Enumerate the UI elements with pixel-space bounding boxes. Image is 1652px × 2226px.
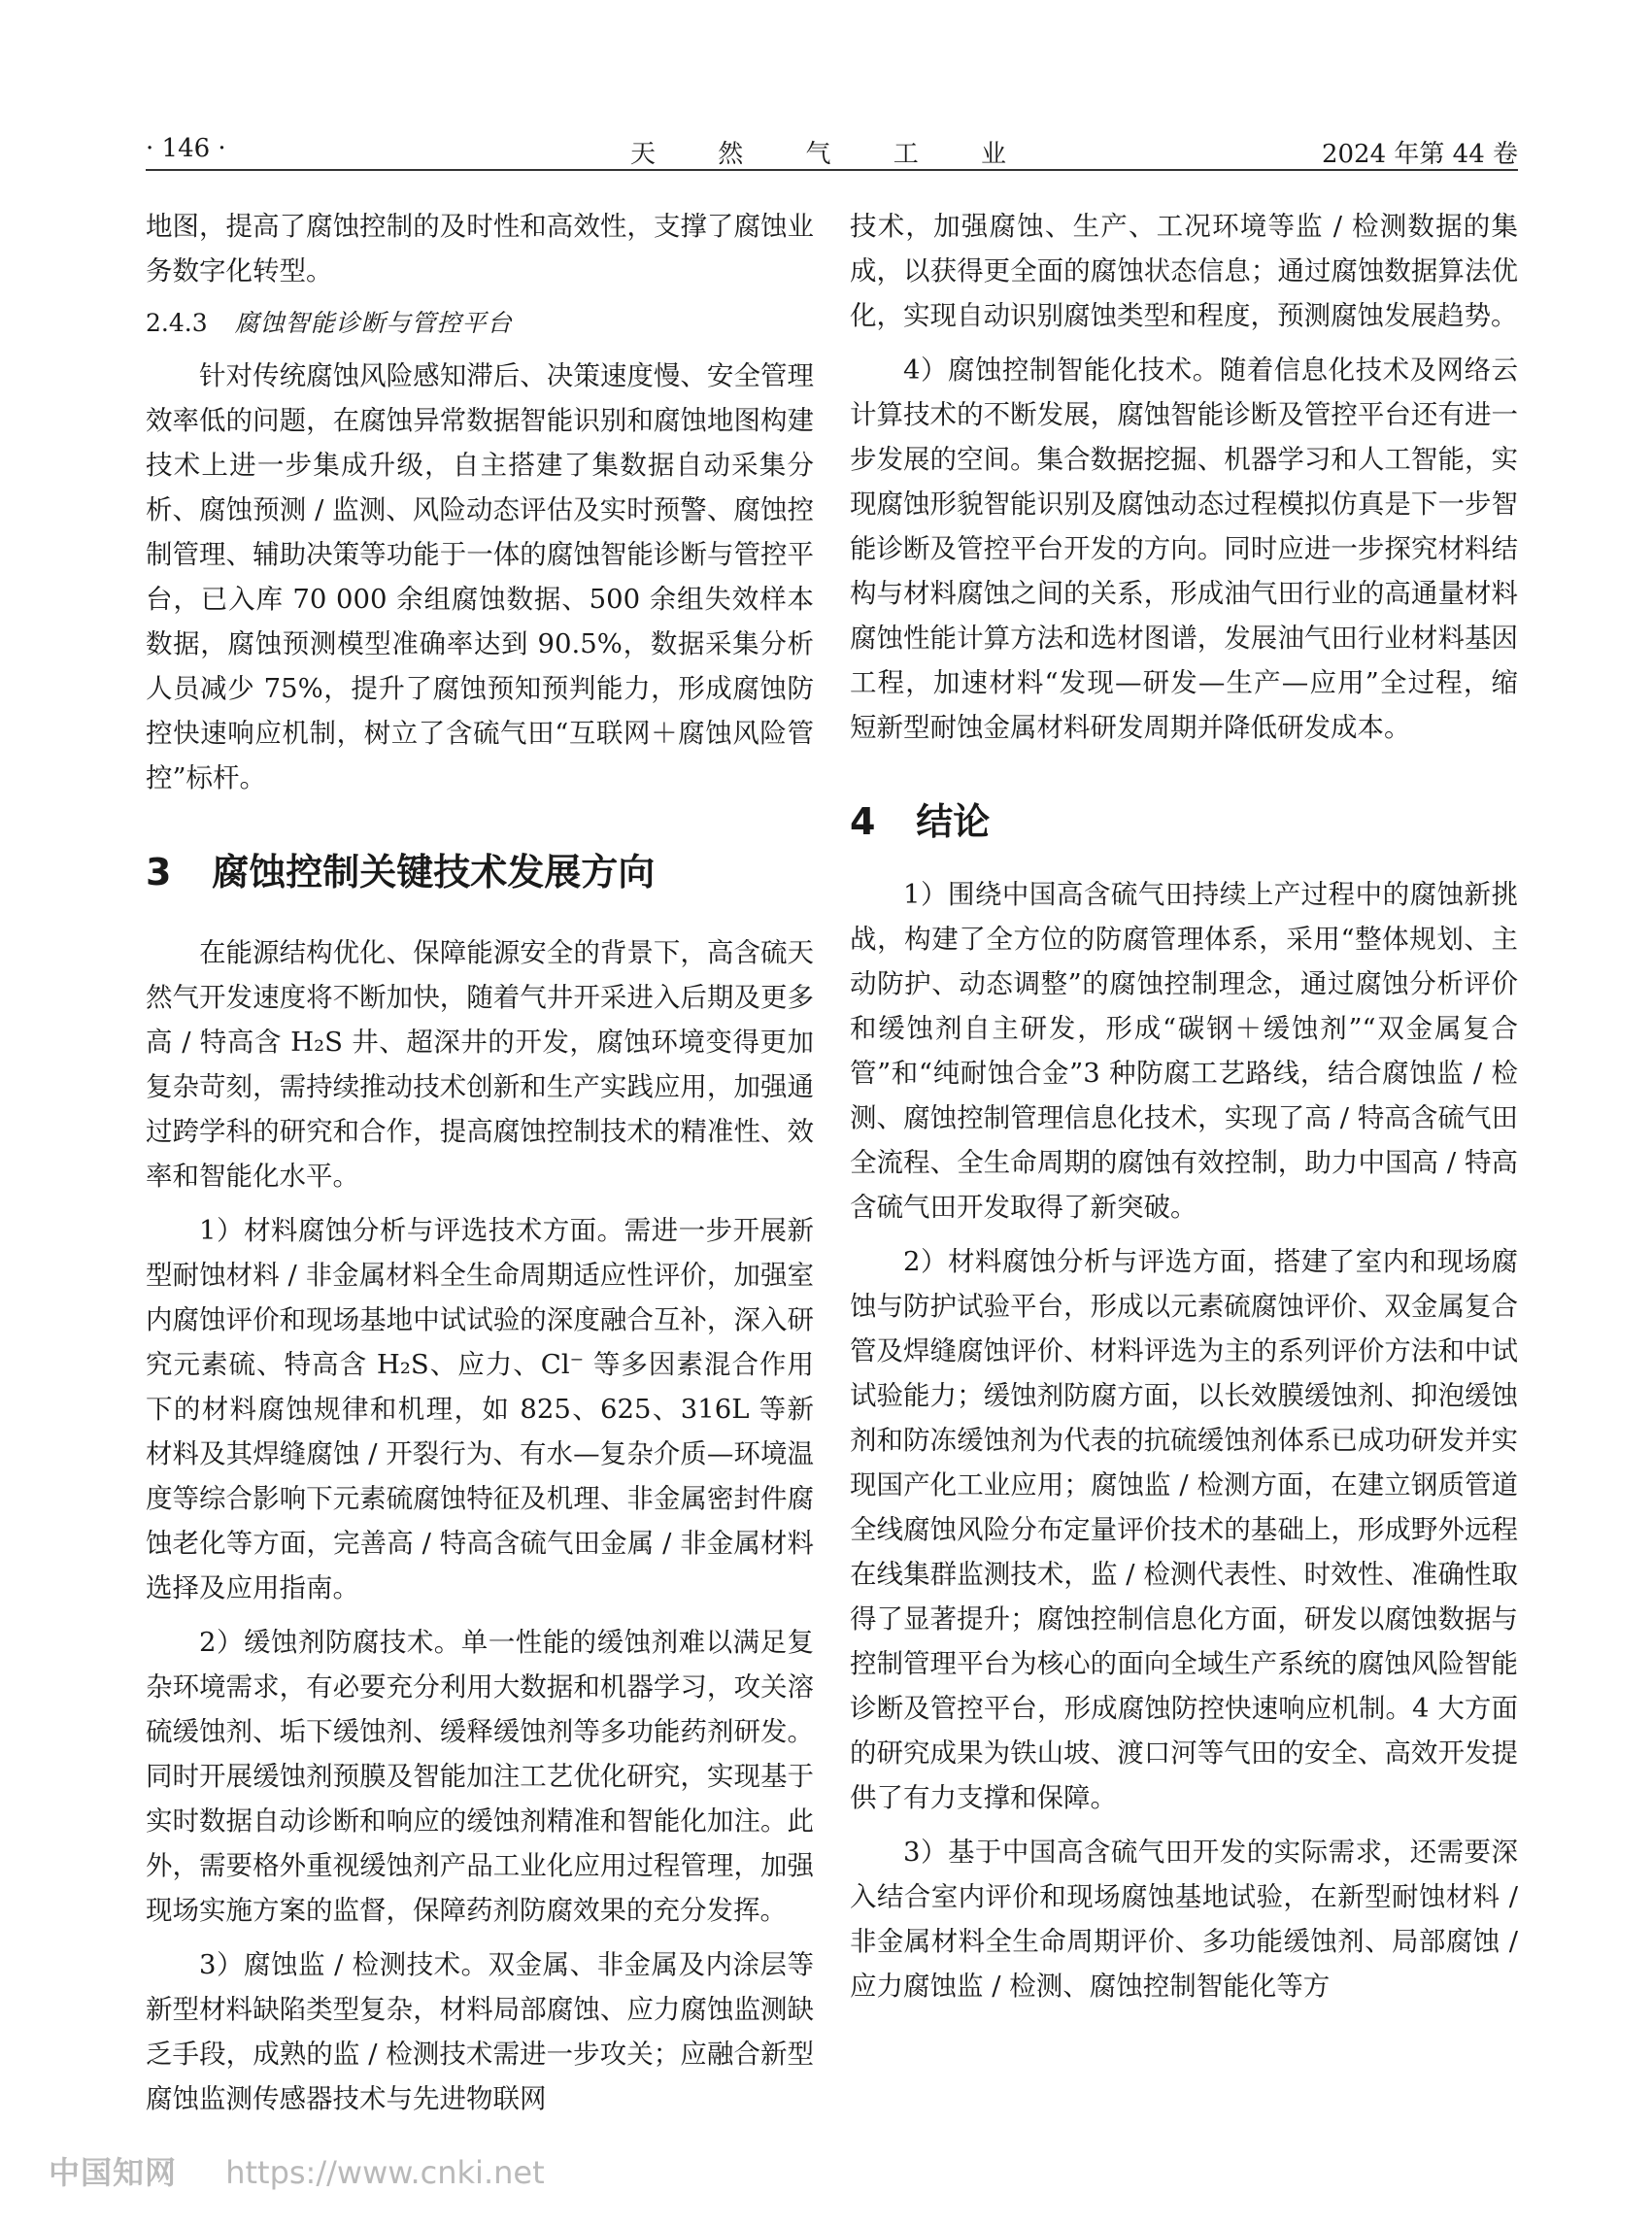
paragraph: 技术，加强腐蚀、生产、工况环境等监 / 检测数据的集成，以获得更全面的腐蚀状态信息；通过腐蚀数据算法优化，实现自动识别腐蚀类型和程度，预测腐蚀发展趋势。	[850, 211, 1518, 331]
paragraph: 2）缓蚀剂防腐技术。单一性能的缓蚀剂难以满足复杂环境需求，有必要充分利用大数据和机器学习，攻关溶硫缓蚀剂、垢下缓蚀剂、缓释缓蚀剂等多功能药剂研发。同时开展缓蚀剂预膜及智能加注工艺优化研究，实现基于实时数据自动诊断和响应的缓蚀剂精准和智能化加注。此外，需要格外重视缓蚀剂产品工业化应用过程管理，加强现场实施方案的监督，保障药剂防腐效果的充分发挥。	[146, 1627, 814, 1926]
section-number: 3	[146, 851, 172, 894]
section-number: 4	[850, 800, 876, 843]
section-title: 腐蚀控制关键技术发展方向	[212, 851, 656, 894]
left-column	[146, 204, 814, 2121]
subsection-heading	[146, 307, 814, 340]
right-column	[850, 204, 1518, 2008]
paragraph: 地图，提高了腐蚀控制的及时性和高效性，支撑了腐蚀业务数字化转型。	[146, 211, 814, 287]
journal-title: 天 然 气 工 业	[629, 140, 1034, 169]
page-number: · 146 ·	[146, 134, 226, 163]
section-heading	[146, 849, 814, 895]
paragraph: 4）腐蚀控制智能化技术。随着信息化技术及网络云计算技术的不断发展，腐蚀智能诊断及管控平台还有进一步发展的空间。集合数据挖掘、机器学习和人工智能，实现腐蚀形貌智能识别及腐蚀动态过程模拟仿真是下一步智能诊断及管控平台开发的方向。同时应进一步探究材料结构与材料腐蚀之间的关系，形成油气田行业的高通量材料腐蚀性能计算方法和选材图谱，发展油气田行业材料基因工程，加速材料“发现—研发—生产—应用”全过程，缩短新型耐蚀金属材料研发周期并降低研发成本。	[850, 354, 1518, 743]
page-header	[146, 126, 1518, 171]
paragraph: 1）材料腐蚀分析与评选技术方面。需进一步开展新型耐蚀材料 / 非金属材料全生命周期适应性评价，加强室内腐蚀评价和现场基地中试试验的深度融合互补，深入研究元素硫、特高含 H₂S、应力、Cl⁻ 等多因素混合作用下的材料腐蚀规律和机理，如 825、625、316L 等新材料及其焊缝腐蚀 / 开裂行为、有水—复杂介质—环境温度等综合影响下元素硫腐蚀特征及机理、非金属密封件腐蚀老化等方面，完善高 / 特高含硫气田金属 / 非金属材料选择及应用指南。	[146, 1215, 814, 1603]
subsection-title: 腐蚀智能诊断与管控平台	[234, 309, 513, 337]
journal-issue: 2024 年第 44 卷	[1321, 140, 1518, 169]
paragraph: 1）围绕中国高含硫气田持续上产过程中的腐蚀新挑战，构建了全方位的防腐管理体系，采用“整体规划、主动防护、动态调整”的腐蚀控制理念，通过腐蚀分析评价和缓蚀剂自主研发，形成“碳钢＋缓蚀剂”“双金属复合管”和“纯耐蚀合金”3 种防腐工艺路线，结合腐蚀监 / 检测、腐蚀控制管理信息化技术，实现了高 / 特高含硫气田全流程、全生命周期的腐蚀有效控制，助力中国高 / 特高含硫气田开发取得了新突破。	[850, 879, 1518, 1223]
subsection-number: 2.4.3	[146, 309, 208, 337]
paragraph: 针对传统腐蚀风险感知滞后、决策速度慢、安全管理效率低的问题，在腐蚀异常数据智能识别和腐蚀地图构建技术上进一步集成升级，自主搭建了集数据自动采集分析、腐蚀预测 / 监测、风险动态评估及实时预警、腐蚀控制管理、辅助决策等功能于一体的腐蚀智能诊断与管控平台，已入库 70 000 余组腐蚀数据、500 余组失效样本数据，腐蚀预测模型准确率达到 90.5%，数据采集分析人员减少 75%，提升了腐蚀预知预判能力，形成腐蚀防控快速响应机制，树立了含硫气田“互联网＋腐蚀风险管控”标杆。	[146, 360, 814, 793]
cnki-watermark	[49, 2148, 545, 2193]
paragraph: 3）基于中国高含硫气田开发的实际需求，还需要深入结合室内评价和现场腐蚀基地试验，在新型耐蚀材料 / 非金属材料全生命周期评价、多功能缓蚀剂、局部腐蚀 / 应力腐蚀监 / 检测、腐蚀控制智能化等方	[850, 1837, 1518, 2002]
cnki-logo: 中国知网	[49, 2154, 178, 2191]
section-heading	[850, 798, 1518, 845]
paragraph: 在能源结构优化、保障能源安全的背景下，高含硫天然气开发速度将不断加快，随着气井开采进入后期及更多高 / 特高含 H₂S 井、超深井的开发，腐蚀环境变得更加复杂苛刻，需持续推动技术创新和生产实践应用，加强通过跨学科的研究和合作，提高腐蚀控制技术的精准性、效率和智能化水平。	[146, 937, 814, 1192]
section-title: 结论	[916, 800, 991, 843]
cnki-url[interactable]: https://www.cnki.net	[225, 2154, 545, 2191]
paragraph: 2）材料腐蚀分析与评选方面，搭建了室内和现场腐蚀与防护试验平台，形成以元素硫腐蚀评价、双金属复合管及焊缝腐蚀评价、材料评选为主的系列评价方法和中试试验能力；缓蚀剂防腐方面，以长效膜缓蚀剂、抑泡缓蚀剂和防冻缓蚀剂为代表的抗硫缓蚀剂体系已成功研发并实现国产化工业应用；腐蚀监 / 检测方面，在建立钢质管道全线腐蚀风险分布定量评价技术的基础上，形成野外远程在线集群监测技术，监 / 检测代表性、时效性、准确性取得了显著提升；腐蚀控制信息化方面，研发以腐蚀数据与控制管理平台为核心的面向全域生产系统的腐蚀风险智能诊断及管控平台，形成腐蚀防控快速响应机制。4 大方面的研究成果为铁山坡、渡口河等气田的安全、高效开发提供了有力支撑和保障。	[850, 1246, 1518, 1813]
paragraph: 3）腐蚀监 / 检测技术。双金属、非金属及内涂层等新型材料缺陷类型复杂，材料局部腐蚀、应力腐蚀监测缺乏手段，成熟的监 / 检测技术需进一步攻关；应融合新型腐蚀监测传感器技术与先进物联网	[146, 1949, 814, 2114]
